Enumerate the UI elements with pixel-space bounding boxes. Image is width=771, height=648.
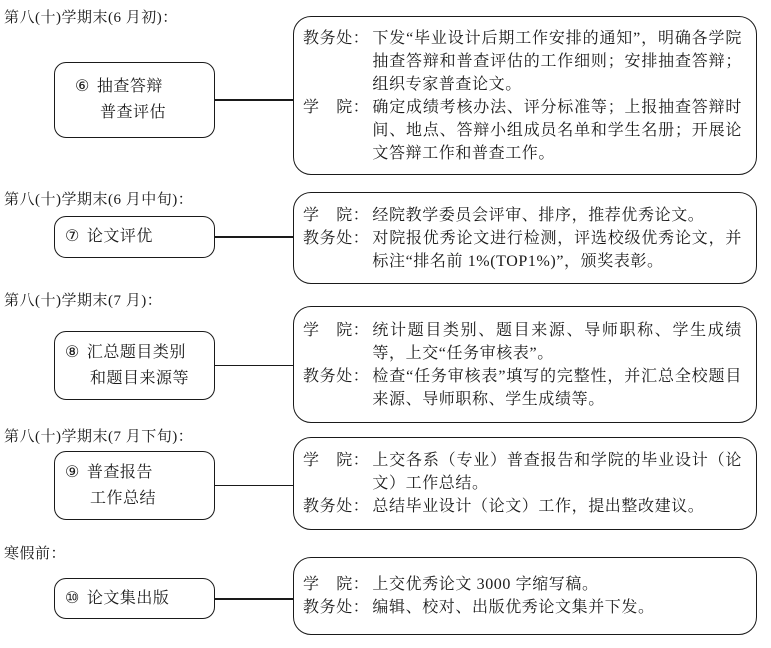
entry-text: 上交各系（专业）普查报告和学院的毕业设计（论文）工作总结。 (372, 452, 742, 492)
panel-entry (303, 204, 742, 227)
time-label-1: 第八(十)学期末(6 月初)： (4, 10, 178, 26)
step-box-10 (54, 578, 215, 619)
role-label: 教务处： (303, 367, 370, 385)
entry-text: 经院教学委员会评审、排序，推荐优秀论文。 (372, 206, 705, 224)
entry-text: 统计题目类别、题目来源、导师职称、学生成绩等，上交“任务审核表”。 (372, 321, 742, 362)
step-title-line2: 和题目来源等 (90, 369, 190, 387)
role-label: 学 院： (303, 452, 370, 469)
step-box-9 (54, 451, 215, 520)
panel-entry (303, 495, 742, 518)
entry-text: 总结毕业设计（论文）工作，提出整改建议。 (372, 498, 705, 515)
step-title-line1: 普查报告 (86, 463, 153, 481)
time-label-3: 第八(十)学期末(7 月)： (4, 293, 163, 309)
step-title-line1: 论文评优 (86, 228, 153, 245)
connector-line-3 (214, 365, 294, 367)
detail-panel-5 (293, 557, 757, 635)
connector-line-1 (214, 99, 294, 101)
step-title-line1: 汇总题目类别 (86, 343, 186, 361)
entry-text: 检查“任务审核表”填写的完整性，并汇总全校题目来源、导师职称、学生成绩等。 (372, 367, 742, 408)
role-label: 学 院： (303, 576, 370, 593)
detail-panel-3 (293, 306, 757, 423)
step-number: ⑥ (75, 78, 90, 95)
detail-panel-2 (293, 192, 757, 284)
panel-entry (303, 227, 742, 273)
step-box-7 (54, 216, 215, 258)
time-label-4: 第八(十)学期末(7 月下旬)： (4, 429, 194, 445)
step-title-line1: 抽查答辩 (96, 78, 163, 95)
entry-text: 下发“毕业设计后期工作安排的通知”，明确各学院抽查答辩和普查评估的工作细则；安排抽查答辩；组织专家普查论文。 (372, 29, 742, 93)
role-label: 教务处： (303, 229, 370, 247)
role-label: 教务处： (303, 599, 370, 616)
step-number: ⑩ (65, 589, 80, 607)
time-label-2: 第八(十)学期末(6 月中旬)： (4, 192, 194, 208)
step-box-6 (54, 62, 215, 138)
role-label: 学 院： (303, 321, 370, 339)
panel-entry (303, 27, 742, 96)
panel-entry (303, 449, 742, 495)
step-number: ⑦ (65, 228, 80, 245)
panel-entry (303, 596, 742, 619)
step-number: ⑧ (65, 343, 80, 361)
entry-text: 上交优秀论文 3000 字缩写稿。 (372, 576, 599, 593)
detail-panel-1 (293, 16, 757, 175)
detail-panel-4 (293, 437, 757, 530)
connector-line-5 (214, 598, 294, 600)
step-title-line2: 工作总结 (90, 489, 157, 507)
connector-line-4 (214, 485, 294, 487)
connector-line-2 (214, 236, 294, 238)
role-label: 学 院： (303, 98, 370, 116)
panel-entry (303, 96, 742, 165)
role-label: 教务处： (303, 498, 370, 515)
step-title-line1: 论文集出版 (86, 589, 170, 607)
entry-text: 编辑、校对、出版优秀论文集并下发。 (372, 599, 655, 616)
step-title-line2: 普查评估 (100, 104, 167, 121)
step-box-8 (54, 331, 215, 400)
panel-entry (303, 319, 742, 365)
step-number: ⑨ (65, 463, 80, 481)
panel-entry (303, 365, 742, 411)
role-label: 教务处： (303, 29, 370, 47)
entry-text: 对院报优秀论文进行检测，评选校级优秀论文，并标注“排名前 1%(TOP1%)”，颁奖表彰。 (372, 229, 742, 270)
entry-text: 确定成绩考核办法、评分标准等；上报抽查答辩时间、地点、答辩小组成员名单和学生名册；开展论文答辩工作和普查工作。 (372, 98, 742, 162)
panel-entry (303, 573, 742, 596)
time-label-5: 寒假前： (4, 546, 67, 562)
role-label: 学 院： (303, 206, 370, 224)
